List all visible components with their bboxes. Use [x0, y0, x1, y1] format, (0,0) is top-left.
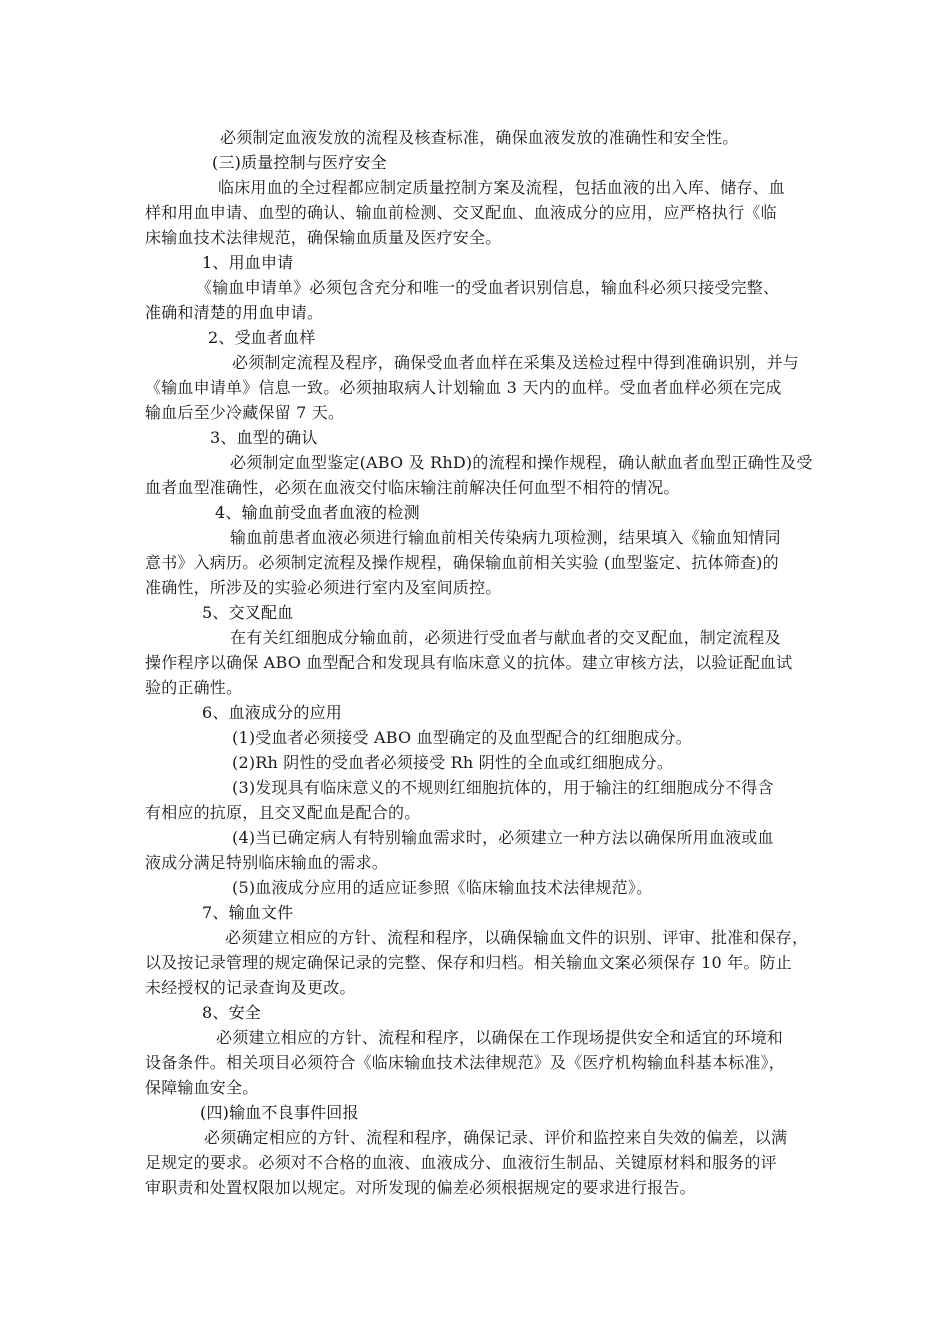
text-line: 床输血技术法律规范，确保输血质量及医疗安全。 — [145, 228, 502, 247]
text-line: 必须制定血型鉴定(ABO 及 RhD)的流程和操作规程，确认献血者血型正确性及受 — [230, 453, 813, 472]
text-line: 输血后至少冷藏保留 7 天。 — [145, 403, 345, 422]
section-heading: (三)质量控制与医疗安全 — [212, 153, 387, 172]
text-line: 准确和清楚的用血申请。 — [145, 303, 324, 322]
text-line: 审职责和处置权限加以规定。对所发现的偏差必须根据规定的要求进行报告。 — [145, 1178, 696, 1197]
text-line: 《输血申请单》必须包含充分和唯一的受血者识别信息，输血科必须只接受完整、 — [196, 278, 780, 297]
text-line: (4)当已确定病人有特别输血需求时，必须建立一种方法以确保所用血液或血 — [232, 828, 774, 847]
text-line: 样和用血申请、血型的确认、输血前检测、交叉配血、血液成分的应用，应严格执行《临 — [145, 203, 777, 222]
text-line: 必须建立相应的方针、流程和程序，以确保输血文件的识别、评审、批准和保存， — [225, 928, 809, 947]
section-heading: (四)输血不良事件回报 — [200, 1103, 359, 1122]
text-line: 《输血申请单》信息一致。必须抽取病人计划输血 3 天内的血样。受血者血样必须在完成 — [145, 378, 782, 397]
text-line: 必须确定相应的方针、流程和程序，确保记录、评价和监控来自失效的偏差，以满 — [204, 1128, 788, 1147]
subsection-heading: 2、受血者血样 — [208, 328, 316, 347]
subsection-heading: 6、血液成分的应用 — [202, 703, 342, 722]
subsection-heading: 3、血型的确认 — [210, 428, 318, 447]
text-line: 未经授权的记录查询及更改。 — [145, 978, 356, 997]
text-line: (1)受血者必须接受 ABO 血型确定的及血型配合的红细胞成分。 — [232, 728, 692, 747]
subsection-heading: 5、交叉配血 — [202, 603, 294, 622]
text-line: 在有关红细胞成分输血前，必须进行受血者与献血者的交叉配血，制定流程及 — [230, 628, 781, 647]
text-line: 临床用血的全过程都应制定质量控制方案及流程，包括血液的出入库、储存、血 — [218, 178, 786, 197]
text-line: 以及按记录管理的规定确保记录的完整、保存和归档。相关输血文案必须保存 10 年。防止 — [145, 953, 792, 972]
text-line: (3)发现具有临床意义的不规则红细胞抗体的，用于输注的红细胞成分不得含 — [232, 778, 774, 797]
text-line: 操作程序以确保 ABO 血型配合和发现具有临床意义的抗体。建立审核方法，以验证配血试 — [145, 653, 793, 672]
text-line: 必须建立相应的方针、流程和程序，以确保在工作现场提供安全和适宜的环境和 — [216, 1028, 784, 1047]
text-line: (2)Rh 阴性的受血者必须接受 Rh 阴性的全血或红细胞成分。 — [232, 753, 674, 772]
text-line: 输血前患者血液必须进行输血前相关传染病九项检测，结果填入《输血知情同 — [230, 528, 781, 547]
text-line: 必须制定流程及程序，确保受血者血样在采集及送检过程中得到准确识别，并与 — [232, 353, 800, 372]
text-line: 液成分满足特别临床输血的需求。 — [145, 853, 389, 872]
text-line: 保障输血安全。 — [145, 1078, 259, 1097]
subsection-heading: 7、输血文件 — [202, 903, 294, 922]
text-line: 足规定的要求。必须对不合格的血液、血液成分、血液衍生制品、关键原材料和服务的评 — [145, 1153, 777, 1172]
text-line: 必须制定血液发放的流程及核查标准，确保血液发放的准确性和安全性。 — [220, 128, 739, 147]
subsection-heading: 8、安全 — [202, 1003, 261, 1022]
text-line: (5)血液成分应用的适应证参照《临床输血技术法律规范》。 — [232, 878, 653, 897]
text-line: 准确性，所涉及的实验必须进行室内及室间质控。 — [145, 578, 502, 597]
subsection-heading: 1、用血申请 — [202, 253, 294, 272]
text-line: 验的正确性。 — [145, 678, 243, 697]
subsection-heading: 4、输血前受血者血液的检测 — [215, 503, 420, 522]
text-line: 意书》入病历。必须制定流程及操作规程，确保输血前相关实验 (血型鉴定、抗体筛查)的 — [145, 553, 779, 572]
text-line: 有相应的抗原，且交叉配血是配合的。 — [145, 803, 421, 822]
text-line: 设备条件。相关项目必须符合《临床输血技术法律规范》及《医疗机构输血科基本标准》， — [145, 1053, 786, 1072]
text-line: 血者血型准确性，必须在血液交付临床输注前解决任何血型不相符的情况。 — [145, 478, 680, 497]
